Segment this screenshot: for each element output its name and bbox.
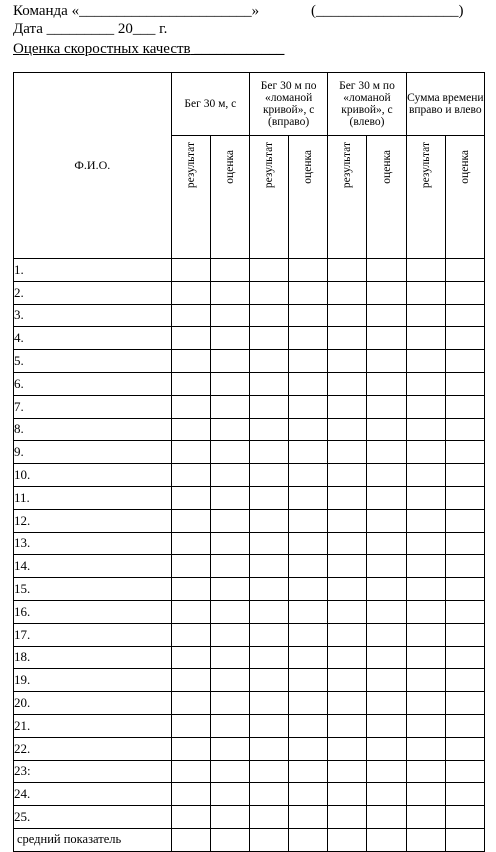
- row-number: 20.: [14, 692, 172, 715]
- result-cell[interactable]: [406, 783, 445, 806]
- result-cell[interactable]: [406, 486, 445, 509]
- result-cell[interactable]: [171, 441, 210, 464]
- result-cell[interactable]: [406, 623, 445, 646]
- score-cell[interactable]: [210, 350, 249, 373]
- result-cell[interactable]: [406, 555, 445, 578]
- result-cell[interactable]: [171, 327, 210, 350]
- score-cell[interactable]: [445, 281, 484, 304]
- score-cell[interactable]: [445, 623, 484, 646]
- result-cell[interactable]: [328, 783, 367, 806]
- score-cell[interactable]: [445, 737, 484, 760]
- result-cell[interactable]: [171, 259, 210, 282]
- result-cell[interactable]: [249, 395, 288, 418]
- score-cell[interactable]: [367, 281, 406, 304]
- score-cell[interactable]: [210, 737, 249, 760]
- score-cell[interactable]: [210, 509, 249, 532]
- score-cell[interactable]: [210, 760, 249, 783]
- result-cell[interactable]: [249, 714, 288, 737]
- result-cell[interactable]: [328, 350, 367, 373]
- group-header-broken-curve-left: Бег 30 м по «ломаной кривой», с (влево): [328, 73, 406, 136]
- score-cell[interactable]: [210, 600, 249, 623]
- result-cell[interactable]: [328, 646, 367, 669]
- row-number: 10.: [14, 464, 172, 487]
- result-cell[interactable]: [328, 760, 367, 783]
- score-cell[interactable]: [445, 692, 484, 715]
- subheader-result-label: результат: [184, 142, 197, 189]
- score-cell[interactable]: [289, 259, 328, 282]
- result-cell[interactable]: [406, 350, 445, 373]
- score-cell[interactable]: [210, 281, 249, 304]
- score-cell[interactable]: [289, 372, 328, 395]
- score-cell[interactable]: [445, 600, 484, 623]
- score-cell[interactable]: [367, 714, 406, 737]
- result-cell[interactable]: [171, 281, 210, 304]
- score-cell[interactable]: [289, 737, 328, 760]
- subheader-result: [249, 136, 288, 259]
- result-cell[interactable]: [406, 646, 445, 669]
- table-row: [14, 259, 485, 282]
- score-cell[interactable]: [289, 395, 328, 418]
- result-cell[interactable]: [328, 600, 367, 623]
- score-cell[interactable]: [367, 372, 406, 395]
- result-cell[interactable]: [171, 828, 210, 851]
- result-cell[interactable]: [171, 600, 210, 623]
- score-cell[interactable]: [289, 783, 328, 806]
- score-cell[interactable]: [289, 600, 328, 623]
- subheader-result-label: результат: [263, 142, 276, 189]
- table-row: [14, 304, 485, 327]
- average-row: [14, 828, 485, 851]
- result-cell[interactable]: [171, 464, 210, 487]
- result-cell[interactable]: [406, 737, 445, 760]
- result-cell[interactable]: [249, 806, 288, 829]
- score-cell[interactable]: [445, 395, 484, 418]
- result-cell[interactable]: [249, 281, 288, 304]
- result-cell[interactable]: [171, 509, 210, 532]
- subheader-score: [367, 136, 406, 259]
- result-cell[interactable]: [328, 259, 367, 282]
- score-cell[interactable]: [210, 828, 249, 851]
- score-cell[interactable]: [289, 327, 328, 350]
- score-cell[interactable]: [210, 259, 249, 282]
- subheader-score: [445, 136, 484, 259]
- result-cell[interactable]: [249, 486, 288, 509]
- result-cell[interactable]: [171, 623, 210, 646]
- score-cell[interactable]: [445, 828, 484, 851]
- subheader-result-label: результат: [341, 142, 354, 189]
- result-cell[interactable]: [328, 486, 367, 509]
- table-header-row: [14, 73, 485, 136]
- row-number: 5.: [14, 350, 172, 373]
- result-cell[interactable]: [171, 714, 210, 737]
- table-row: [14, 486, 485, 509]
- result-cell[interactable]: [249, 259, 288, 282]
- score-cell[interactable]: [210, 486, 249, 509]
- score-cell[interactable]: [210, 646, 249, 669]
- result-cell[interactable]: [171, 737, 210, 760]
- row-number: 8.: [14, 418, 172, 441]
- row-number: 7.: [14, 395, 172, 418]
- result-cell[interactable]: [406, 327, 445, 350]
- table-row: [14, 327, 485, 350]
- fio-header: Ф.И.О.: [14, 73, 172, 259]
- subheader-score: [210, 136, 249, 259]
- table-body: [14, 259, 485, 852]
- score-cell[interactable]: [367, 418, 406, 441]
- table-row: [14, 760, 485, 783]
- result-cell[interactable]: [328, 714, 367, 737]
- group-header-run-30m: Бег 30 м, с: [171, 73, 249, 136]
- score-cell[interactable]: [445, 327, 484, 350]
- row-number: 14.: [14, 555, 172, 578]
- average-label: средний показатель: [14, 828, 172, 851]
- score-cell[interactable]: [367, 760, 406, 783]
- score-cell[interactable]: [289, 486, 328, 509]
- result-cell[interactable]: [171, 578, 210, 601]
- table-row: [14, 395, 485, 418]
- score-cell[interactable]: [210, 783, 249, 806]
- result-cell[interactable]: [171, 532, 210, 555]
- result-cell[interactable]: [171, 783, 210, 806]
- result-cell[interactable]: [406, 372, 445, 395]
- result-cell[interactable]: [406, 669, 445, 692]
- subheader-score-label: оценка: [458, 150, 471, 184]
- table-row: [14, 578, 485, 601]
- result-cell[interactable]: [406, 441, 445, 464]
- result-cell[interactable]: [328, 304, 367, 327]
- result-cell[interactable]: [328, 737, 367, 760]
- row-number: 25.: [14, 806, 172, 829]
- subheader-score-label: оценка: [380, 150, 393, 184]
- score-cell[interactable]: [289, 646, 328, 669]
- score-cell[interactable]: [367, 806, 406, 829]
- team-line: Команда «_______________________»: [13, 3, 260, 19]
- row-number: 2.: [14, 281, 172, 304]
- score-cell[interactable]: [367, 486, 406, 509]
- score-cell[interactable]: [367, 327, 406, 350]
- score-cell[interactable]: [445, 372, 484, 395]
- result-cell[interactable]: [249, 304, 288, 327]
- score-cell[interactable]: [367, 737, 406, 760]
- result-cell[interactable]: [406, 600, 445, 623]
- score-cell[interactable]: [367, 350, 406, 373]
- result-cell[interactable]: [249, 578, 288, 601]
- score-cell[interactable]: [210, 464, 249, 487]
- score-cell[interactable]: [367, 692, 406, 715]
- score-cell[interactable]: [445, 486, 484, 509]
- score-cell[interactable]: [445, 304, 484, 327]
- score-cell[interactable]: [289, 760, 328, 783]
- result-cell[interactable]: [406, 395, 445, 418]
- result-cell[interactable]: [171, 372, 210, 395]
- table-row: [14, 646, 485, 669]
- row-number: 23:: [14, 760, 172, 783]
- group-header-time-sum: Сумма времени вправо и влево: [406, 73, 484, 136]
- row-number: 13.: [14, 532, 172, 555]
- score-cell[interactable]: [445, 259, 484, 282]
- score-cell[interactable]: [289, 578, 328, 601]
- result-cell[interactable]: [249, 828, 288, 851]
- score-cell[interactable]: [367, 395, 406, 418]
- table-row: [14, 281, 485, 304]
- result-cell[interactable]: [171, 806, 210, 829]
- result-cell[interactable]: [249, 327, 288, 350]
- score-cell[interactable]: [367, 464, 406, 487]
- subheader-score-label: оценка: [223, 150, 236, 184]
- row-number: 6.: [14, 372, 172, 395]
- subheader-result: [328, 136, 367, 259]
- table-row: [14, 692, 485, 715]
- score-cell[interactable]: [367, 532, 406, 555]
- table-row: [14, 669, 485, 692]
- score-cell[interactable]: [210, 578, 249, 601]
- score-cell[interactable]: [210, 714, 249, 737]
- row-number: 12.: [14, 509, 172, 532]
- table-row: [14, 372, 485, 395]
- score-cell[interactable]: [289, 806, 328, 829]
- result-cell[interactable]: [328, 418, 367, 441]
- results-table: [13, 72, 485, 852]
- subheader-result-label: результат: [419, 142, 432, 189]
- date-line: Дата _________ 20___ г.: [13, 21, 168, 37]
- table-row: [14, 623, 485, 646]
- score-cell[interactable]: [210, 418, 249, 441]
- score-cell[interactable]: [367, 259, 406, 282]
- score-cell[interactable]: [445, 806, 484, 829]
- result-cell[interactable]: [249, 669, 288, 692]
- result-cell[interactable]: [328, 464, 367, 487]
- table-row: [14, 806, 485, 829]
- result-cell[interactable]: [249, 418, 288, 441]
- result-cell[interactable]: [328, 281, 367, 304]
- row-number: 22.: [14, 737, 172, 760]
- table-row: [14, 532, 485, 555]
- score-cell[interactable]: [445, 350, 484, 373]
- result-cell[interactable]: [171, 304, 210, 327]
- result-cell[interactable]: [171, 350, 210, 373]
- score-cell[interactable]: [445, 669, 484, 692]
- score-cell[interactable]: [445, 760, 484, 783]
- score-cell[interactable]: [210, 692, 249, 715]
- score-cell[interactable]: [445, 441, 484, 464]
- score-cell[interactable]: [210, 669, 249, 692]
- score-cell[interactable]: [210, 532, 249, 555]
- table-row: [14, 600, 485, 623]
- result-cell[interactable]: [249, 692, 288, 715]
- score-cell[interactable]: [367, 600, 406, 623]
- table-row: [14, 418, 485, 441]
- result-cell[interactable]: [328, 327, 367, 350]
- result-cell[interactable]: [249, 532, 288, 555]
- score-cell[interactable]: [210, 555, 249, 578]
- score-cell[interactable]: [445, 578, 484, 601]
- subheader-score-label: оценка: [302, 150, 315, 184]
- result-cell[interactable]: [328, 828, 367, 851]
- result-cell[interactable]: [328, 669, 367, 692]
- result-cell[interactable]: [249, 600, 288, 623]
- score-cell[interactable]: [210, 304, 249, 327]
- score-cell[interactable]: [289, 714, 328, 737]
- result-cell[interactable]: [406, 259, 445, 282]
- table-row: [14, 783, 485, 806]
- row-number: 15.: [14, 578, 172, 601]
- result-cell[interactable]: [328, 532, 367, 555]
- result-cell[interactable]: [406, 692, 445, 715]
- score-cell[interactable]: [289, 441, 328, 464]
- row-number: 1.: [14, 259, 172, 282]
- score-cell[interactable]: [210, 623, 249, 646]
- result-cell[interactable]: [328, 395, 367, 418]
- result-cell[interactable]: [406, 532, 445, 555]
- score-cell[interactable]: [289, 418, 328, 441]
- score-cell[interactable]: [289, 532, 328, 555]
- result-cell[interactable]: [249, 350, 288, 373]
- result-cell[interactable]: [171, 646, 210, 669]
- table-row: [14, 464, 485, 487]
- row-number: 3.: [14, 304, 172, 327]
- table-row: [14, 555, 485, 578]
- result-cell[interactable]: [249, 372, 288, 395]
- result-cell[interactable]: [171, 395, 210, 418]
- row-number: 16.: [14, 600, 172, 623]
- score-cell[interactable]: [367, 623, 406, 646]
- result-cell[interactable]: [249, 737, 288, 760]
- result-cell[interactable]: [249, 760, 288, 783]
- assessment-title-blank: ____________: [190, 41, 285, 57]
- score-cell[interactable]: [367, 828, 406, 851]
- team-extra-blank: (___________________): [311, 3, 464, 19]
- score-cell[interactable]: [445, 555, 484, 578]
- result-cell[interactable]: [328, 623, 367, 646]
- subheader-result: [406, 136, 445, 259]
- result-cell[interactable]: [171, 486, 210, 509]
- result-cell[interactable]: [171, 669, 210, 692]
- score-cell[interactable]: [445, 418, 484, 441]
- subheader-result: [171, 136, 210, 259]
- row-number: 21.: [14, 714, 172, 737]
- score-cell[interactable]: [367, 578, 406, 601]
- assessment-title-line: [13, 41, 284, 58]
- score-cell[interactable]: [289, 464, 328, 487]
- score-cell[interactable]: [289, 555, 328, 578]
- row-number: 18.: [14, 646, 172, 669]
- score-cell[interactable]: [367, 783, 406, 806]
- result-cell[interactable]: [171, 692, 210, 715]
- score-cell[interactable]: [210, 395, 249, 418]
- table-row: [14, 509, 485, 532]
- result-cell[interactable]: [406, 509, 445, 532]
- score-cell[interactable]: [289, 828, 328, 851]
- result-cell[interactable]: [328, 578, 367, 601]
- result-cell[interactable]: [406, 828, 445, 851]
- assessment-title: Оценка скоростных качеств: [13, 41, 191, 57]
- score-cell[interactable]: [367, 441, 406, 464]
- result-cell[interactable]: [328, 441, 367, 464]
- result-cell[interactable]: [406, 464, 445, 487]
- result-cell[interactable]: [328, 509, 367, 532]
- result-cell[interactable]: [171, 555, 210, 578]
- group-header-broken-curve-right: Бег 30 м по «ломаной кривой», с (вправо): [249, 73, 327, 136]
- row-number: 9.: [14, 441, 172, 464]
- score-cell[interactable]: [367, 669, 406, 692]
- score-cell[interactable]: [367, 646, 406, 669]
- score-cell[interactable]: [289, 304, 328, 327]
- score-cell[interactable]: [445, 646, 484, 669]
- score-cell[interactable]: [289, 623, 328, 646]
- score-cell[interactable]: [445, 714, 484, 737]
- score-cell[interactable]: [210, 327, 249, 350]
- result-cell[interactable]: [406, 304, 445, 327]
- result-cell[interactable]: [406, 806, 445, 829]
- result-cell[interactable]: [406, 760, 445, 783]
- score-cell[interactable]: [445, 532, 484, 555]
- score-cell[interactable]: [210, 441, 249, 464]
- score-cell[interactable]: [289, 509, 328, 532]
- result-cell[interactable]: [328, 806, 367, 829]
- result-cell[interactable]: [171, 760, 210, 783]
- result-cell[interactable]: [406, 714, 445, 737]
- score-cell[interactable]: [445, 783, 484, 806]
- result-cell[interactable]: [249, 555, 288, 578]
- score-cell[interactable]: [367, 304, 406, 327]
- score-cell[interactable]: [289, 692, 328, 715]
- row-number: 24.: [14, 783, 172, 806]
- row-number: 11.: [14, 486, 172, 509]
- table-row: [14, 737, 485, 760]
- result-cell[interactable]: [406, 418, 445, 441]
- score-cell[interactable]: [367, 555, 406, 578]
- table-row: [14, 714, 485, 737]
- row-number: 17.: [14, 623, 172, 646]
- row-number: 19.: [14, 669, 172, 692]
- score-cell[interactable]: [445, 509, 484, 532]
- result-cell[interactable]: [328, 555, 367, 578]
- row-number: 4.: [14, 327, 172, 350]
- result-cell[interactable]: [171, 418, 210, 441]
- score-cell[interactable]: [210, 372, 249, 395]
- result-cell[interactable]: [249, 646, 288, 669]
- result-cell[interactable]: [406, 281, 445, 304]
- table-row: [14, 441, 485, 464]
- result-cell[interactable]: [249, 464, 288, 487]
- score-cell[interactable]: [289, 350, 328, 373]
- subheader-score: [289, 136, 328, 259]
- result-cell[interactable]: [328, 692, 367, 715]
- result-cell[interactable]: [406, 578, 445, 601]
- result-cell[interactable]: [249, 783, 288, 806]
- score-cell[interactable]: [367, 509, 406, 532]
- score-cell[interactable]: [210, 806, 249, 829]
- score-cell[interactable]: [289, 669, 328, 692]
- score-cell[interactable]: [445, 464, 484, 487]
- result-cell[interactable]: [249, 441, 288, 464]
- result-cell[interactable]: [249, 509, 288, 532]
- score-cell[interactable]: [289, 281, 328, 304]
- result-cell[interactable]: [328, 372, 367, 395]
- result-cell[interactable]: [249, 623, 288, 646]
- table-row: [14, 350, 485, 373]
